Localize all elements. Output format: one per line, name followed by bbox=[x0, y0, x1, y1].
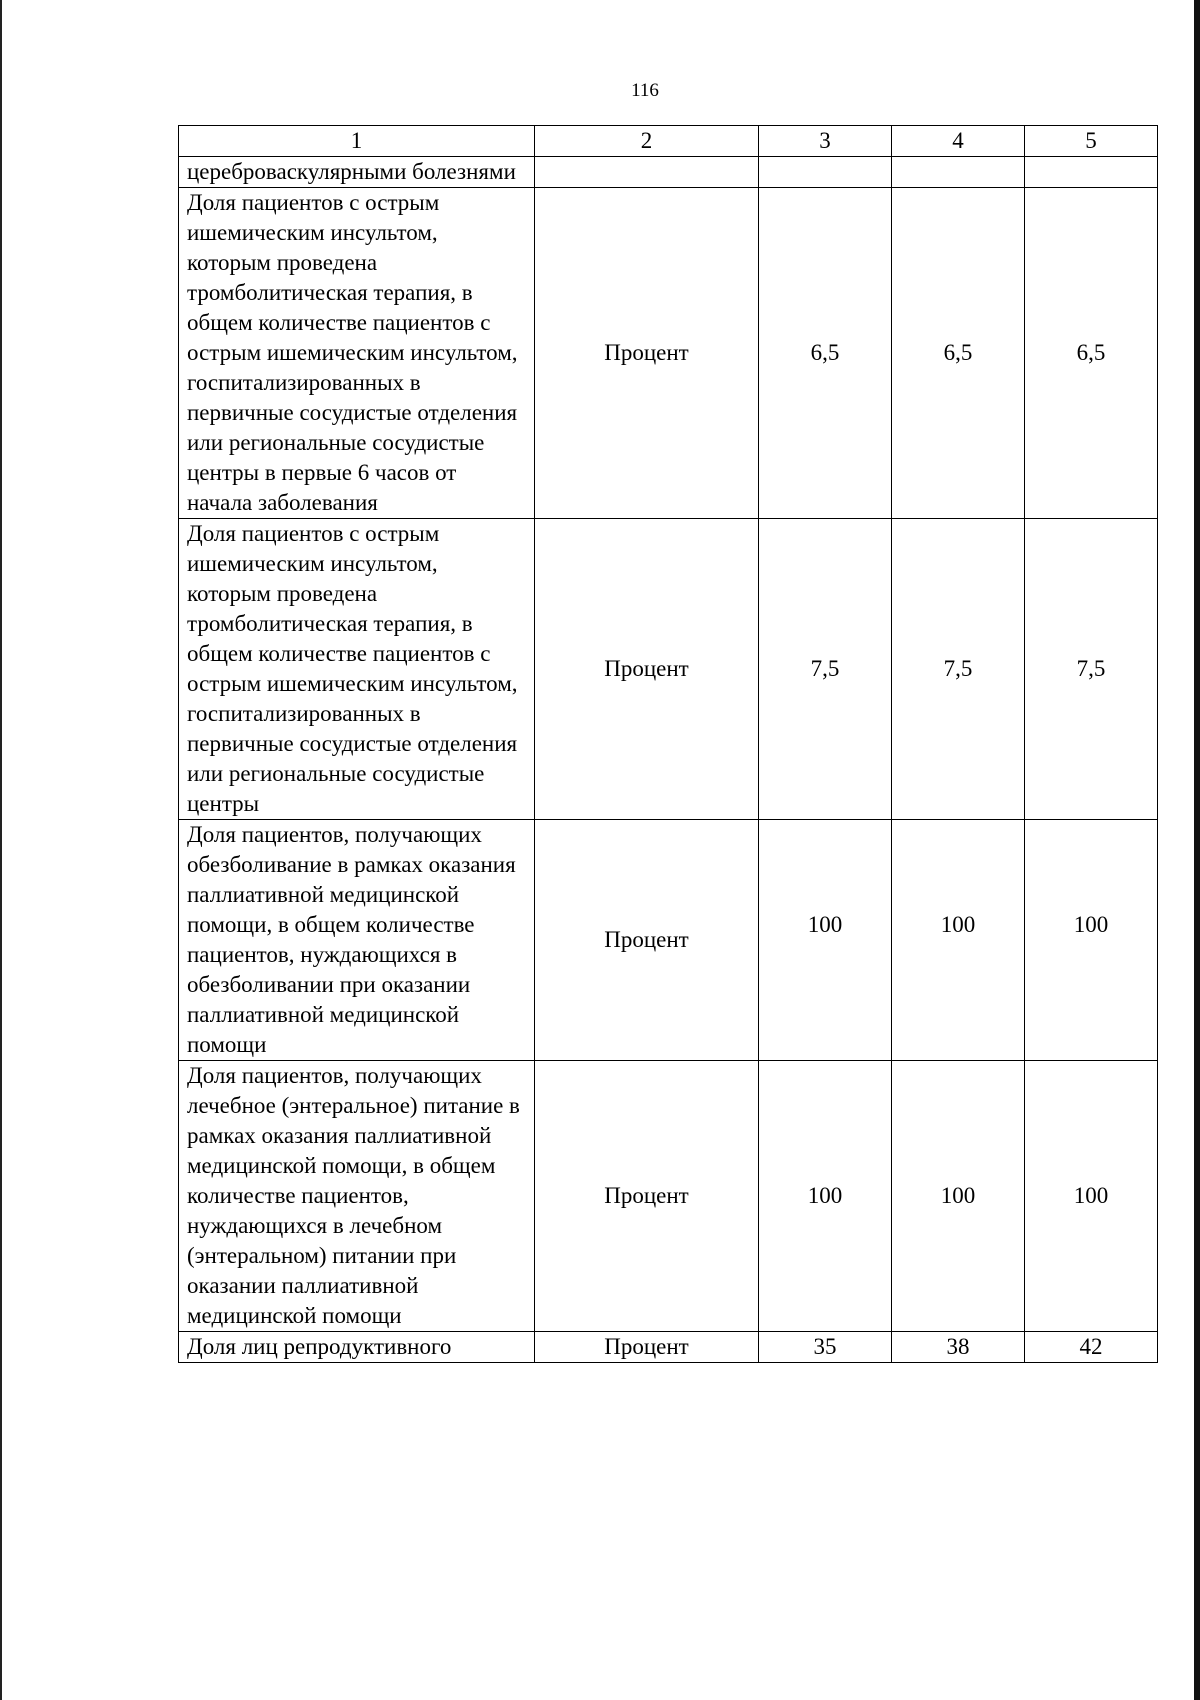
column-header: 3 bbox=[759, 126, 892, 157]
table-row bbox=[179, 519, 1158, 820]
value-cell bbox=[892, 157, 1025, 188]
value-cell: 100 bbox=[1025, 820, 1158, 1061]
table-row bbox=[179, 1332, 1158, 1363]
value-cell bbox=[759, 157, 892, 188]
value-cell: 100 bbox=[892, 1061, 1025, 1332]
indicator-cell: Доля пациентов с острым ишемическим инсультом, которым проведена тромболитическая терапия, в общем количестве пациентов с острым ишемическим инсультом, госпитализированных в первичные сосудистые отделения или региональные сосудистые центры в первые 6 часов от начала заболевания bbox=[179, 188, 535, 519]
value-cell: 42 bbox=[1025, 1332, 1158, 1363]
scan-border-right bbox=[1194, 0, 1200, 1700]
page-number: 116 bbox=[631, 80, 659, 101]
indicator-cell: цереброваскулярными болезнями bbox=[179, 157, 535, 188]
scan-border-left bbox=[0, 0, 2, 1700]
value-cell: 6,5 bbox=[1025, 188, 1158, 519]
value-cell: 100 bbox=[759, 1061, 892, 1332]
value-cell: 6,5 bbox=[759, 188, 892, 519]
value-cell: 7,5 bbox=[892, 519, 1025, 820]
value-cell: 35 bbox=[759, 1332, 892, 1363]
unit-cell: Процент bbox=[535, 188, 759, 519]
indicator-cell: Доля пациентов, получающих обезболивание в рамках оказания паллиативной медицинской помощи, в общем количестве пациентов, нуждающихся в обезболивании при оказании паллиативной медицинской помощи bbox=[179, 820, 535, 1061]
value-cell: 38 bbox=[892, 1332, 1025, 1363]
table-header-row bbox=[179, 126, 1158, 157]
value-cell: 100 bbox=[1025, 1061, 1158, 1332]
table-row bbox=[179, 188, 1158, 519]
table-row bbox=[179, 157, 1158, 188]
column-header: 4 bbox=[892, 126, 1025, 157]
value-cell: 7,5 bbox=[759, 519, 892, 820]
column-header: 5 bbox=[1025, 126, 1158, 157]
value-cell: 7,5 bbox=[1025, 519, 1158, 820]
value-cell: 100 bbox=[759, 820, 892, 1061]
unit-cell: Процент bbox=[535, 820, 759, 1061]
table-row bbox=[179, 1061, 1158, 1332]
indicator-cell: Доля пациентов с острым ишемическим инсультом, которым проведена тромболитическая терапия, в общем количестве пациентов с острым ишемическим инсультом, госпитализированных в первичные сосудистые отделения или региональные сосудистые центры bbox=[179, 519, 535, 820]
column-header: 1 bbox=[179, 126, 535, 157]
value-cell: 6,5 bbox=[892, 188, 1025, 519]
unit-cell: Процент bbox=[535, 1061, 759, 1332]
indicators-table bbox=[178, 125, 1158, 1363]
unit-cell: Процент bbox=[535, 1332, 759, 1363]
value-cell bbox=[1025, 157, 1158, 188]
indicator-cell: Доля лиц репродуктивного bbox=[179, 1332, 535, 1363]
value-cell: 100 bbox=[892, 820, 1025, 1061]
unit-cell: Процент bbox=[535, 519, 759, 820]
table-row bbox=[179, 820, 1158, 1061]
indicator-cell: Доля пациентов, получающих лечебное (энтеральное) питание в рамках оказания паллиативной медицинской помощи, в общем количестве пациентов, нуждающихся в лечебном (энтеральном) питании при оказании паллиативной медицинской помощи bbox=[179, 1061, 535, 1332]
unit-cell bbox=[535, 157, 759, 188]
column-header: 2 bbox=[535, 126, 759, 157]
